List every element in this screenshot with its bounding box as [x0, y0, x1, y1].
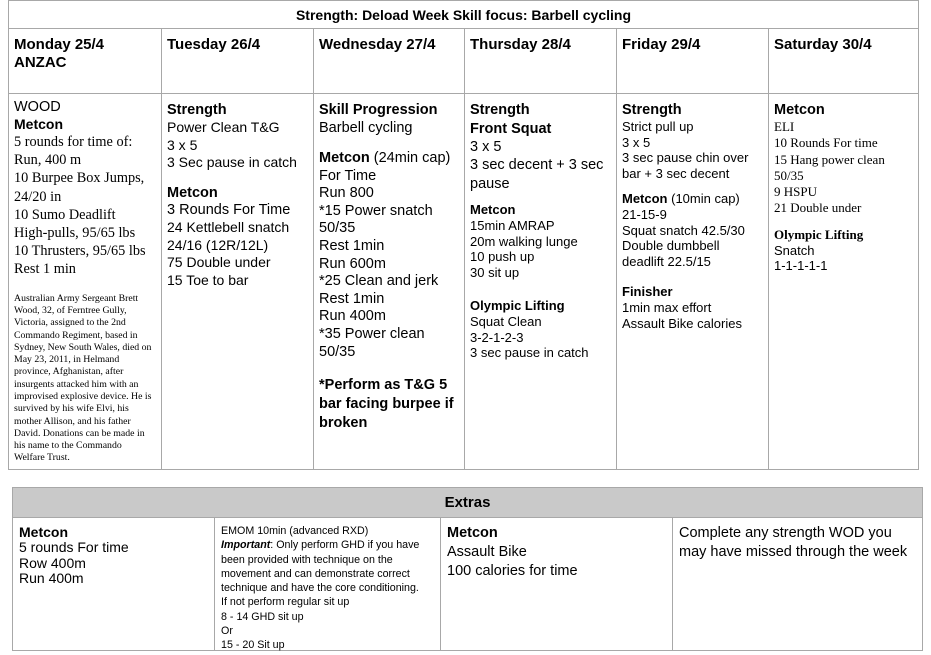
monday-story-line: Sydney, New South Wales, died on [14, 341, 152, 353]
wednesday-date: Wednesday 27/4 [319, 36, 436, 53]
wednesday-metcon-line: *35 Power clean [319, 326, 425, 343]
extras-note-column [672, 518, 922, 650]
saturday-metcon-line: 9 HSPU [774, 184, 817, 200]
tuesday-strength-title: Strength [167, 102, 227, 118]
tuesday-heading [162, 28, 313, 94]
extras-note-text [679, 524, 922, 562]
wednesday-heading [314, 28, 464, 94]
friday-strength-list [622, 119, 768, 181]
extras-metcon-line: 5 rounds For time [19, 539, 129, 555]
friday-finisher-list [622, 300, 768, 331]
friday-metcon-header [622, 191, 768, 207]
monday-story-line: improvised explosive device. He is [14, 391, 152, 402]
wednesday-metcon-line: Rest 1min [319, 290, 385, 307]
tuesday-date: Tuesday 26/4 [167, 36, 261, 53]
wednesday-skill-line: Barbell cycling [319, 119, 413, 136]
wednesday-metcon-title: Metcon [319, 150, 370, 167]
friday-metcon-list [622, 207, 768, 269]
monday-story-line: insurgents attacked him with an [14, 378, 139, 390]
friday-finisher-title: Finisher [622, 284, 673, 299]
extras-table [12, 487, 923, 651]
monday-metcon-line: High-pulls, 95/65 lbs [14, 225, 136, 242]
friday-strength-line: bar + 3 sec decent [622, 165, 730, 181]
wednesday-skill-title: Skill Progression [319, 102, 438, 118]
saturday-metcon-line: 21 Double under [774, 200, 862, 216]
thursday-oly-line: Squat Clean [470, 314, 542, 329]
tuesday-strength-line: 3 Sec pause in catch [167, 154, 297, 170]
monday-story-line: mother Allison, and his father [14, 415, 131, 427]
extras-metcon-line: Run 400m [19, 570, 84, 587]
friday-metcon-line: 21-15-9 [622, 207, 667, 222]
friday-date: Friday 29/4 [622, 36, 701, 53]
friday-metcon-line: Squat snatch 42.5/30 [622, 222, 745, 238]
tuesday-metcon-line: 15 Toe to bar [167, 271, 249, 288]
monday-metcon-list [14, 133, 161, 279]
thursday-column [464, 28, 616, 469]
monday-story-line: Wood, 32, of Ferntree Gully, [14, 304, 127, 316]
tuesday-body [162, 94, 313, 289]
monday-metcon-line: Rest 1 min [14, 261, 76, 278]
thursday-metcon-line: 10 push up [470, 249, 535, 264]
wednesday-column [313, 28, 464, 469]
wednesday-metcon-line: Run 800 [319, 185, 374, 202]
wednesday-metcon-line: For Time [319, 167, 377, 184]
monday-story-line: survived by his wife Elvi, his [14, 403, 129, 415]
friday-metcon-line: Double dumbbell [622, 238, 720, 253]
monday-metcon-line: 5 rounds for time of: [14, 134, 133, 150]
friday-metcon-title: Metcon [622, 191, 668, 206]
saturday-oly-line: Snatch [774, 242, 815, 258]
monday-metcon-line: 10 Sumo Deadlift [14, 206, 116, 223]
saturday-metcon-line: ELI [774, 119, 795, 134]
extras-bike-title: Metcon [447, 525, 498, 541]
wednesday-metcon-list [319, 168, 464, 362]
extras-emom-line: EMOM 10min (advanced RXD) [221, 525, 369, 537]
monday-event: ANZAC [14, 54, 67, 71]
monday-metcon-title: Metcon [14, 116, 63, 132]
tuesday-column [161, 28, 313, 469]
friday-body [617, 94, 768, 331]
monday-story-line: province, Afghanistan, after [14, 366, 124, 378]
tuesday-strength-line: 3 x 5 [167, 136, 198, 153]
thursday-oly-line: 3-2-1-2-3 [470, 329, 524, 345]
wednesday-note-line: broken [319, 415, 368, 432]
extras-emom-important [221, 538, 440, 552]
tuesday-metcon-line: 3 Rounds For Time [167, 201, 291, 218]
thursday-strength-line: 3 sec decent + 3 sec [470, 157, 604, 173]
friday-heading [617, 28, 768, 94]
wednesday-metcon-line: *25 Clean and jerk [319, 273, 439, 290]
extras-bike-line: 100 calories for time [447, 563, 578, 579]
tuesday-metcon-line: 24 Kettlebell snatch [167, 219, 290, 235]
monday-metcon-line: Run, 400 m [14, 152, 82, 169]
monday-story-line: David. Donations can be made in [14, 427, 145, 439]
wednesday-note-line: bar facing burpee if [319, 396, 454, 413]
friday-metcon-line: deadlift 22.5/15 [622, 253, 711, 269]
tuesday-strength-list [167, 119, 313, 172]
friday-strength-title: Strength [622, 102, 682, 118]
extras-important-label: Important [221, 539, 271, 552]
tuesday-metcon-line: 75 Double under [167, 254, 271, 270]
friday-finisher-line: Assault Bike calories [622, 315, 742, 331]
saturday-metcon-title: Metcon [774, 102, 825, 118]
monday-story-line: Welfare Trust. [14, 452, 70, 464]
thursday-strength-line: pause [470, 175, 510, 192]
friday-finisher-line: 1min max effort [622, 300, 712, 315]
wednesday-metcon-line: 50/35 [319, 343, 356, 360]
wednesday-note-line: *Perform as T&G 5 [319, 377, 448, 394]
monday-story-line: his name to the Commando [14, 440, 122, 452]
friday-metcon-cap: (10min cap) [667, 191, 740, 206]
wednesday-metcon-line: Run 600m [319, 255, 386, 272]
thursday-strength-line: 3 x 5 [470, 138, 502, 155]
week-title: Strength: Deload Week Skill focus: Barbell cycling [9, 1, 918, 29]
extras-emom-line: been provided with technique on the [221, 553, 393, 566]
wednesday-note [319, 376, 464, 433]
saturday-metcon-line: 15 Hang power clean [774, 151, 885, 167]
tuesday-metcon-list [167, 202, 313, 290]
friday-column [616, 28, 768, 469]
monday-body [9, 94, 161, 465]
wednesday-body [314, 94, 464, 433]
monday-story-line: Victoria, assigned to the 2nd [14, 317, 126, 329]
extras-metcon-title: Metcon [19, 524, 68, 540]
extras-emom-line: Or [221, 625, 233, 638]
monday-metcon-line: 10 Thrusters, 95/65 lbs [14, 243, 146, 260]
saturday-column [768, 28, 918, 469]
friday-strength-line: 3 sec pause chin over [622, 150, 749, 165]
saturday-metcon-list [774, 119, 918, 217]
monday-date: Monday 25/4 [14, 36, 105, 53]
extras-note-line: Complete any strength WOD you [679, 525, 892, 541]
extras-emom-column [214, 518, 440, 650]
monday-story-line: Australian Army Sergeant Brett [14, 292, 139, 304]
saturday-date: Saturday 30/4 [774, 36, 872, 53]
saturday-oly-list [774, 243, 918, 274]
wednesday-metcon-line: Rest 1min [319, 238, 385, 255]
extras-title: Extras [13, 488, 922, 518]
wednesday-metcon-cap: (24min cap) [369, 150, 451, 167]
thursday-strength-title: Strength [470, 102, 530, 118]
extras-metcon-column [13, 518, 214, 650]
extras-emom-line: If not perform regular sit up [221, 596, 350, 609]
saturday-body [769, 94, 918, 274]
monday-wod-name: WOOD [14, 99, 61, 115]
tuesday-metcon-title: Metcon [167, 184, 218, 201]
thursday-metcon-line: 20m walking lunge [470, 233, 578, 249]
monday-metcon-line: 10 Burpee Box Jumps, [14, 170, 145, 187]
tuesday-strength-line: Power Clean T&G [167, 119, 280, 135]
wednesday-metcon-line: *15 Power snatch [319, 202, 433, 219]
thursday-metcon-line: 15min AMRAP [470, 218, 555, 233]
extras-metcon-line: Row 400m [19, 554, 86, 571]
saturday-metcon-line: 50/35 [774, 167, 804, 183]
wednesday-metcon-line: Run 400m [319, 308, 386, 325]
thursday-metcon-title: Metcon [470, 202, 516, 217]
thursday-metcon-line: 30 sit up [470, 264, 520, 280]
thursday-date: Thursday 28/4 [470, 36, 571, 53]
thursday-heading [465, 28, 616, 94]
weekly-schedule-table [8, 0, 919, 470]
monday-hero-story [14, 293, 161, 465]
extras-note-line: may have missed through the week [679, 544, 908, 560]
extras-metcon-list [19, 540, 214, 587]
saturday-heading [769, 28, 918, 94]
friday-strength-line: 3 x 5 [622, 134, 651, 150]
extras-emom-line: 15 - 20 Sit up [221, 639, 285, 652]
wednesday-metcon-header [319, 150, 464, 168]
thursday-oly-list [470, 314, 616, 361]
extras-emom-line: technique and have the core conditioning. [221, 582, 419, 595]
friday-strength-line: Strict pull up [622, 119, 694, 134]
thursday-body [465, 94, 616, 361]
extras-bike-column [440, 518, 672, 650]
tuesday-metcon-line: 24/16 (12R/12L) [167, 236, 269, 253]
saturday-oly-title: Olympic Lifting [774, 226, 864, 242]
monday-metcon-line: 24/20 in [14, 188, 62, 205]
wednesday-metcon-line: 50/35 [319, 220, 356, 237]
saturday-metcon-line: 10 Rounds For time [774, 135, 878, 151]
extras-emom-line: movement and can demonstrate correct [221, 567, 410, 580]
extras-emom-line: 8 - 14 GHD sit up [221, 610, 304, 623]
thursday-strength-sub: Front Squat [470, 120, 552, 137]
thursday-oly-line: 3 sec pause in catch [470, 345, 589, 360]
monday-story-line: May 23, 2011, in Helmand [14, 354, 120, 366]
extras-bike-line: Assault Bike [447, 544, 527, 560]
monday-column [9, 28, 161, 469]
monday-story-line: Commando Regiment, based in [14, 329, 138, 341]
thursday-metcon-list [470, 218, 616, 280]
extras-emom-text [221, 524, 440, 653]
monday-heading [9, 28, 161, 94]
extras-bike-list [447, 543, 672, 581]
extras-important-text: : Only perform GHD if you have [270, 539, 420, 552]
thursday-strength-list [470, 138, 616, 194]
thursday-oly-title: Olympic Lifting [470, 298, 565, 313]
saturday-oly-line: 1-1-1-1-1 [774, 258, 828, 274]
